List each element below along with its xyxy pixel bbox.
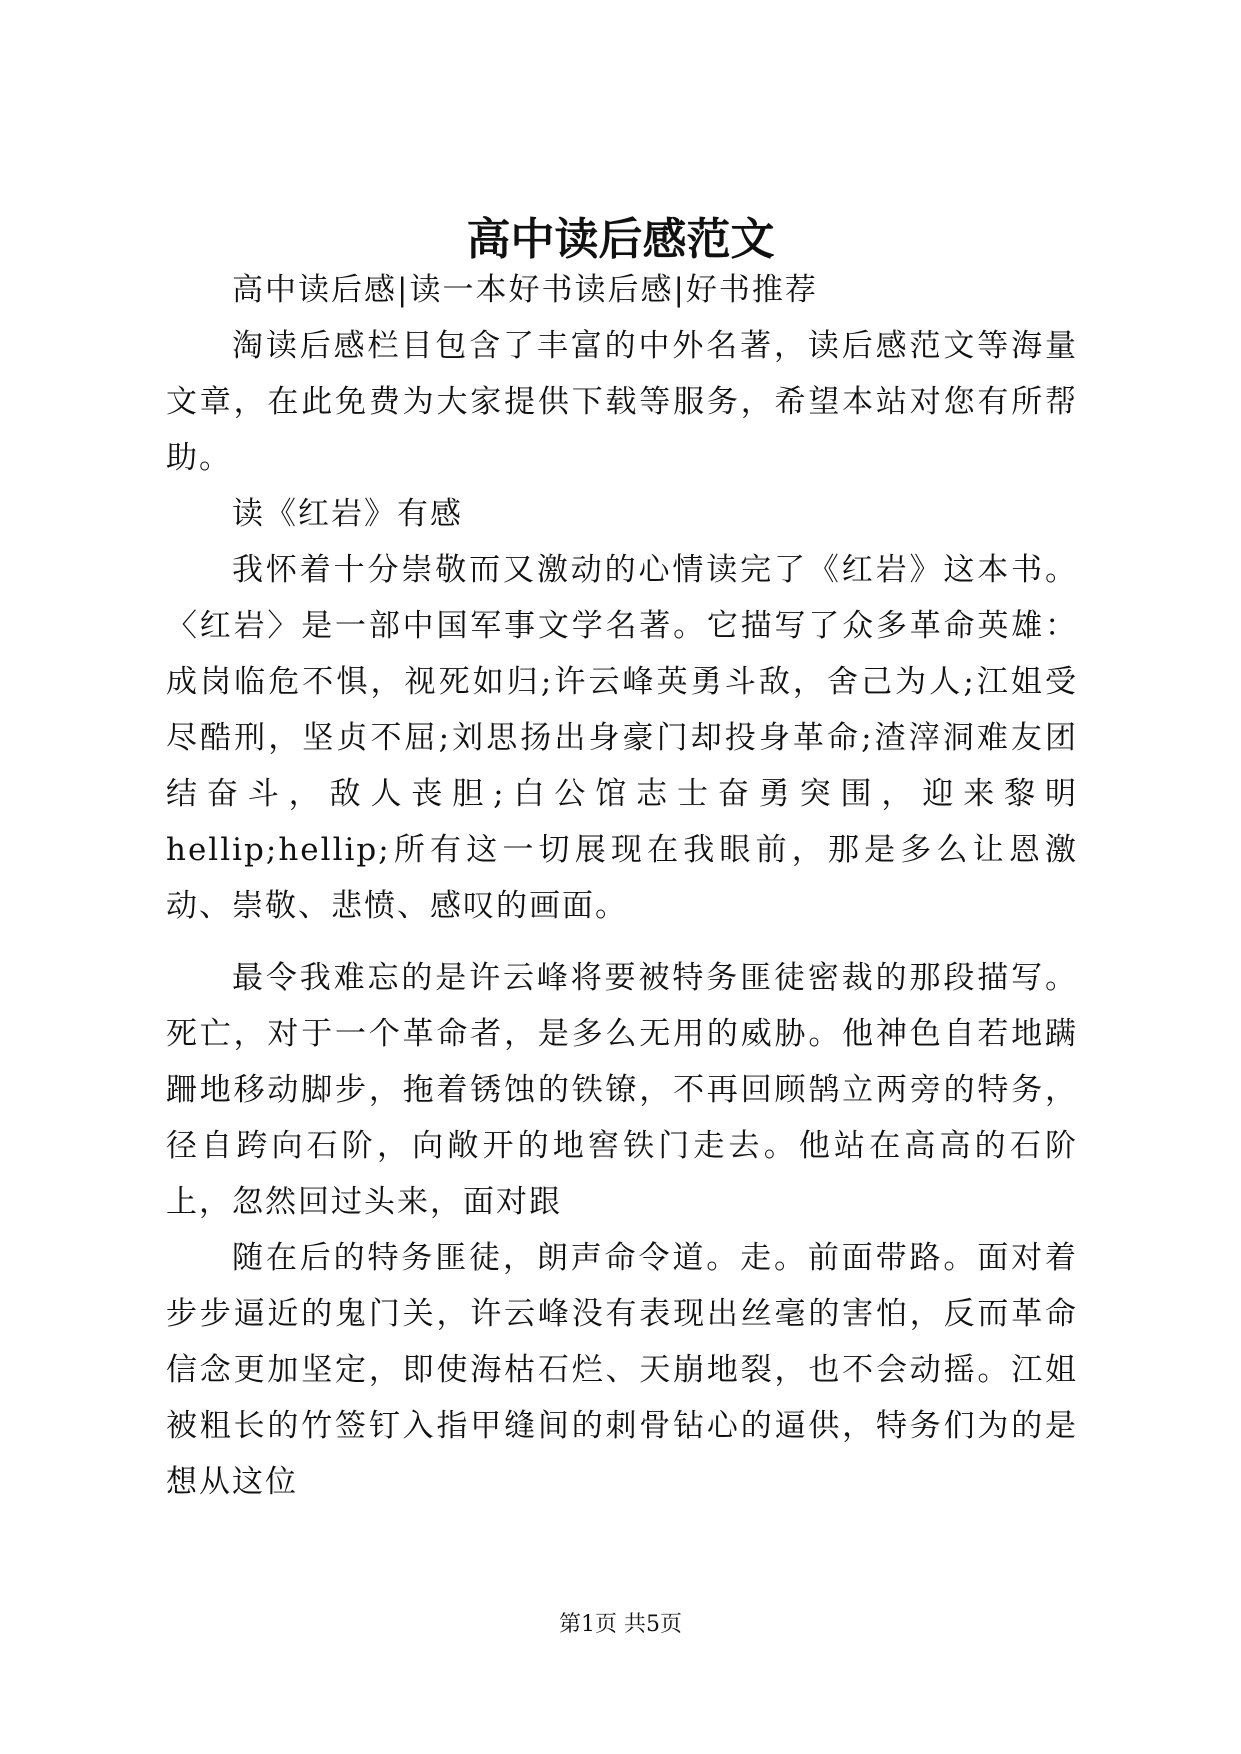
body-paragraph: 随在后的特务匪徒，朗声命令道。走。前面带路。面对着步步逼近的鬼门关，许云峰没有表现出丝毫的害怕，反而革命信念更加坚定，即使海枯石烂、天崩地裂，也不会动摇。江姐被粗长的竹签钉入指甲缝间的刺骨钻心的逼供，特务们为的是想从这位 (166, 1240, 1078, 1500)
intro-paragraph: 淘读后感栏目包含了丰富的中外名著，读后感范文等海量文章，在此免费为大家提供下载等服务，希望本站对您有所帮助。 (166, 328, 1078, 476)
subtitle-line: 高中读后感|读一本好书读后感|好书推荐 (232, 272, 818, 308)
document-body (166, 262, 1078, 1510)
document-title: 高中读后感范文 (466, 214, 775, 265)
page-footer: 第1页 共5页 (559, 1612, 682, 1637)
section-heading: 读《红岩》有感 (232, 496, 463, 532)
body-paragraph: 我怀着十分崇敬而又激动的心情读完了《红岩》这本书。〈红岩〉是一部中国军事文学名著。它描写了众多革命英雄：成岗临危不惧，视死如归;许云峰英勇斗敌，舍己为人;江姐受尽酷刑，坚贞不屈;刘思扬出身豪门却投身革命;渣滓洞难友团结奋斗，敌人丧胆;白公馆志士奋勇突围，迎来黎明hellip;hellip;所有这一切展现在我眼前，那是多么让恩激动、崇敬、悲愤、感叹的画面。 (166, 552, 1078, 924)
body-paragraph: 最令我难忘的是许云峰将要被特务匪徒密裁的那段描写。死亡，对于一个革命者，是多么无用的威胁。他神色自若地蹒跚地移动脚步，拖着锈蚀的铁镣，不再回顾鹄立两旁的特务，径自跨向石阶，向敞开的地窖铁门走去。他站在高高的石阶上，忽然回过头来，面对跟 (166, 960, 1078, 1220)
